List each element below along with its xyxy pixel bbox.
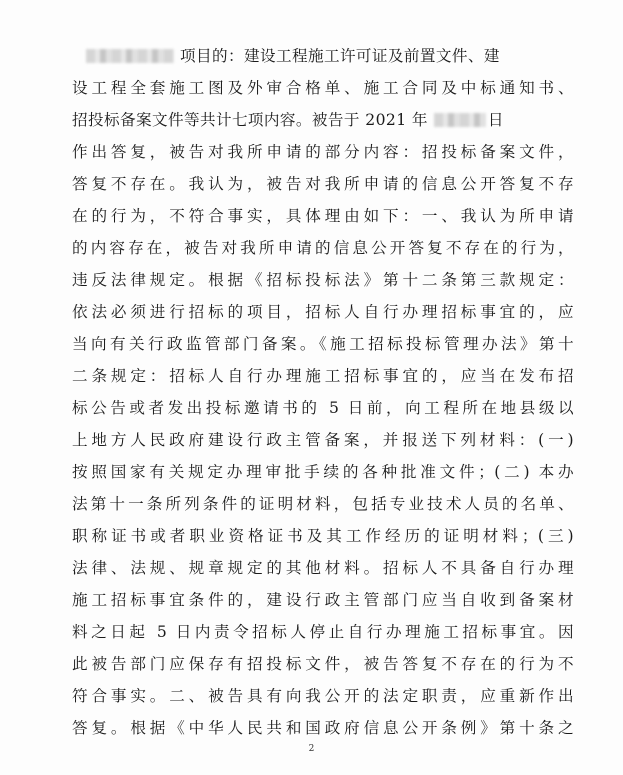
- text-line-5: 答复不存在。我认为，被告对我所申请的信息公开答复不存: [72, 175, 574, 193]
- text-line-11: 二条规定：招标人自行办理施工招标事宜的，应当在发布招: [72, 367, 574, 385]
- text-line-22: 答复。根据《中华人民共和国政府信息公开条例》第十条之: [72, 719, 574, 737]
- page-number: 2: [308, 744, 315, 754]
- redacted-date-mark: [434, 113, 486, 127]
- text-line-19: 料之日起 5 日内责令招标人停止自行办理施工招标事宜。因: [72, 623, 574, 641]
- text-line-17: 法律、法规、规章规定的其他材料。招标人不具备自行办理: [72, 559, 574, 577]
- line-text: 招投标备案文件等共计七项内容。被告于 2021 年: [72, 111, 428, 129]
- body-text: [72, 40, 574, 744]
- text-line-20: 此被告部门应保存有招投标文件，被告答复不存在的行为不: [72, 655, 574, 673]
- text-line-4: 作出答复，被告对我所申请的部分内容：招投标备案文件，: [72, 143, 574, 161]
- text-line-16: 职称证书或者职业资格证书及其工作经历的证明材料；(三): [72, 527, 574, 545]
- text-line-2: 设工程全套施工图及外审合格单、施工合同及中标通知书、: [72, 79, 574, 97]
- text-line-14: 按照国家有关规定办理审批手续的各种批准文件；(二) 本办: [72, 463, 574, 481]
- line-text: 项目的：建设工程施工许可证及前置文件、建: [180, 47, 500, 65]
- text-line-1: [72, 40, 574, 72]
- text-line-8: 违反法律规定。根据《招标投标法》第十二条第三款规定：: [72, 271, 574, 289]
- text-line-15: 法第十一条所列条件的证明材料，包括专业技术人员的名单、: [72, 495, 574, 513]
- text-line-3: [72, 104, 574, 136]
- redacted-text-mark: [86, 49, 174, 63]
- text-line-18: 施工招标事宜条件的，建设行政主管部门应当自收到备案材: [72, 591, 574, 609]
- line-text-end: 日: [487, 111, 504, 129]
- text-line-21: 符合事实。二、被告具有向我公开的法定职责，应重新作出: [72, 687, 574, 705]
- text-line-10: 当向有关行政监管部门备案。《施工招标投标管理办法》第十: [72, 335, 574, 353]
- text-line-12: 标公告或者发出投标邀请书的 5 日前，向工程所在地县级以: [72, 399, 574, 417]
- text-line-6: 在的行为，不符合事实，具体理由如下：一、我认为所申请: [72, 207, 574, 225]
- text-line-7: 的内容存在，被告对我所申请的信息公开答复不存在的行为，: [72, 239, 574, 257]
- text-line-13: 上地方人民政府建设行政主管备案，并报送下列材料：(一): [72, 431, 574, 449]
- text-line-9: 依法必须进行招标的项目，招标人自行办理招标事宜的，应: [72, 303, 574, 321]
